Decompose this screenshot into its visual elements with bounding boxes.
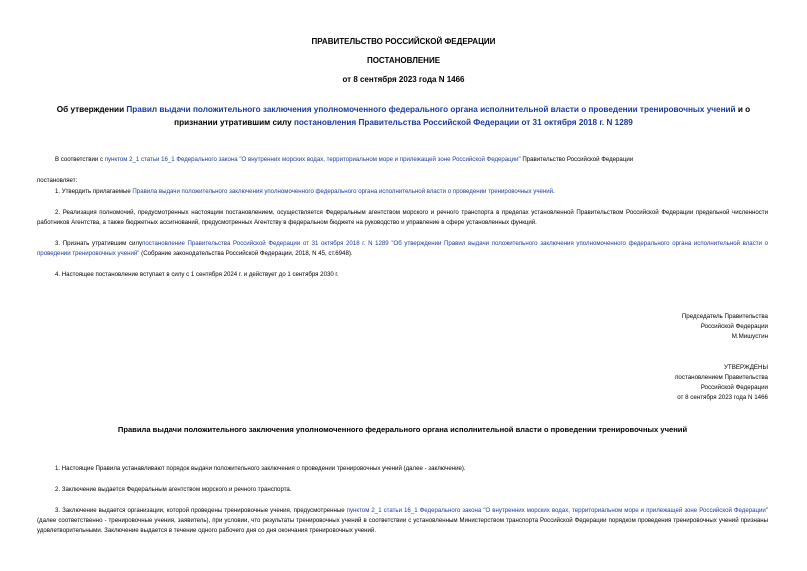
- approved-heading: УТВЕРЖДЕНЫ: [724, 364, 768, 371]
- title-prefix: Об утверждении: [56, 105, 127, 114]
- title-rules-link[interactable]: Правил выдачи положительного заключения уполномоченного федерального органа исполнительной власти о проведении тренировочных учений: [126, 105, 736, 114]
- title-repealed-link[interactable]: постановления Правительства Российской Федерации от 31 октября 2018 г. N 1289: [293, 118, 633, 127]
- doc-date-number: от 8 сентября 2023 года N 1466: [342, 75, 465, 84]
- rule-3-law-link[interactable]: пунктом 2_1 статьи 16_1 Федерального закона "О внутренних морских водах, территориальном море и прилежащей зоне Российской Федерации": [346, 507, 768, 514]
- signature-title: Председатель Правительства: [681, 313, 768, 320]
- item-2: 2. Реализация полномочий, предусмотренных настоящим постановлением, осуществляется Федеральным агентством морского и речного транспорта в пределах установленной Правительством Российской Федерации предельной численности работников Агентства, а также бюджетных ассигнований, предусмотренных Агентству в федеральном бюджете на руководство и управление в сфере установленных функций.: [37, 209, 768, 226]
- preamble-law-link[interactable]: пунктом 2_1 статьи 16_1 Федерального закона "О внутренних морских водах, территориальном море и прилежащей зоне Российской Федерации": [104, 156, 521, 163]
- item-3-prefix: 3. Признать утратившим силу: [55, 240, 143, 247]
- item-1-suffix: .: [553, 188, 555, 195]
- item-3: [37, 239, 768, 259]
- preamble-suffix: Правительство Российской Федерации: [520, 156, 634, 163]
- signature-block: [500, 312, 768, 342]
- item-4: 4. Настоящее постановление вступает в силу с 1 сентября 2024 г. и действует до 1 сентября 2030 г.: [55, 271, 339, 278]
- doc-type-heading: ПОСТАНОВЛЕНИЕ: [366, 56, 441, 65]
- item-1-rules-link[interactable]: Правила выдачи положительного заключения уполномоченного федерального органа исполнительной власти о проведении тренировочных учений: [132, 188, 554, 195]
- signature-name: М.Мишустин: [731, 333, 768, 340]
- item-3-repealed-link[interactable]: постановление Правительства Российской Федерации от 31 октября 2018 г. N 1289 "Об утверждении Правил выдачи положительного заключения уполномоченного федерального органа исполнительной власти о проведении тренировочных учений": [37, 240, 768, 257]
- approved-date: от 8 сентября 2023 года N 1466: [677, 394, 768, 401]
- resolves-text: постановляет:: [37, 177, 78, 184]
- preamble: [37, 155, 768, 165]
- approved-block: [500, 363, 768, 403]
- rule-1: 1. Настоящие Правила устанавливают порядок выдачи положительного заключения о проведении тренировочных учений (далее - заключение).: [55, 465, 466, 472]
- approved-by: постановлением Правительства: [675, 374, 768, 381]
- rule-3-suffix: (далее соответственно - тренировочные учения, заявитель), при условии, что результаты тренировочных учений в соответствии с установленным Министерством транспорта Российской Федерации порядком проведения тренировочных учений признаны удовлетворительными. Заключение выдается в течение одного рабочего дня со дня окончания тренировочных учений.: [37, 517, 768, 534]
- signature-country: Российской Федерации: [700, 323, 768, 330]
- rules-title: Правила выдачи положительного заключения уполномоченного федерального органа исполнительной власти о проведении тренировочных учений: [117, 425, 688, 434]
- rule-2: 2. Заключение выдается Федеральным агентством морского и речного транспорта.: [55, 486, 292, 493]
- title-middle: и о признании утратившим силу: [174, 105, 751, 127]
- preamble-prefix: В соответствии с: [55, 156, 105, 163]
- item-1: [37, 187, 768, 197]
- document-title: [38, 103, 769, 129]
- item-3-suffix: (Собрание законодательства Российской Федерации, 2018, N 45, ст.6948).: [139, 250, 353, 257]
- government-heading: ПРАВИТЕЛЬСТВО РОССИЙСКОЙ ФЕДЕРАЦИИ: [311, 37, 496, 46]
- rule-3: [37, 506, 768, 536]
- rule-3-prefix: 3. Заключение выдается организации, которой проведены тренировочные учения, предусмотренные: [55, 507, 347, 514]
- item-1-prefix: 1. Утвердить прилагаемые: [55, 188, 133, 195]
- approved-country: Российской Федерации: [700, 384, 768, 391]
